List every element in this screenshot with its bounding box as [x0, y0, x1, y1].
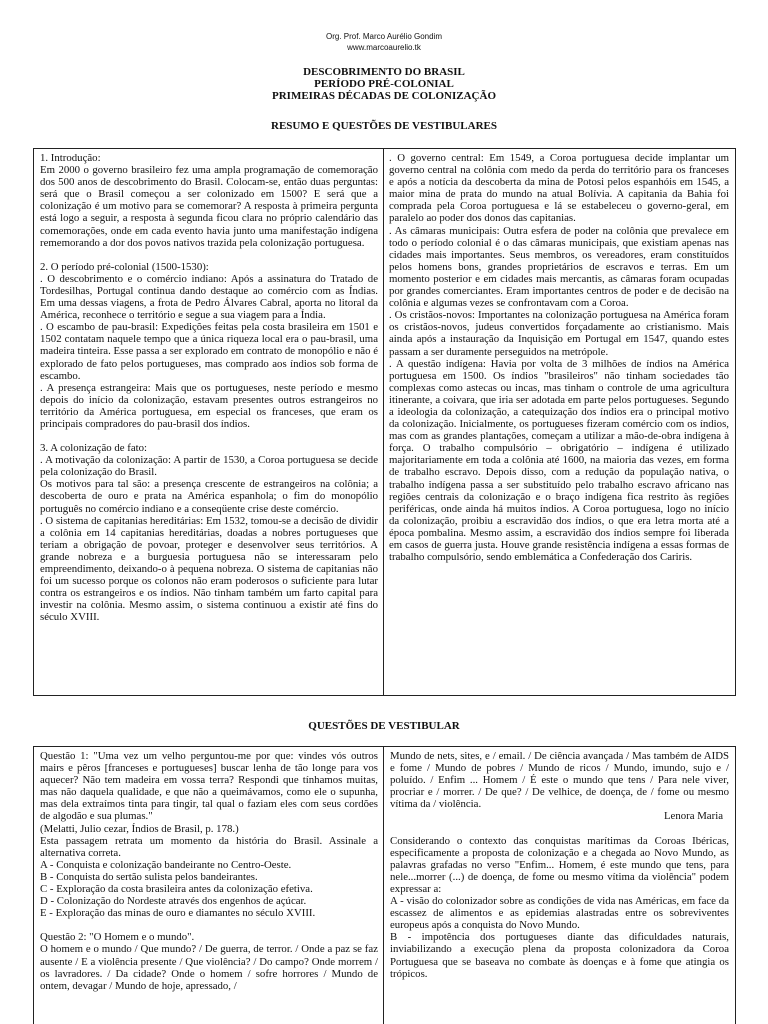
poem-author: Lenora Maria: [663, 810, 723, 823]
precolonial-item: . A presença estrangeira: Mais que os portugueses, neste período e mesmo depois do início da colonização, estavam presentes outros estrangeiros no território da América portuguesa, em especial os franceses, que eram os principais compradores do pau-brasil dos índios.: [40, 381, 378, 430]
answer-option: B - Conquista do sertão sulista pelos bandeirantes.: [40, 870, 258, 883]
author-line: Org. Prof. Marco Aurélio Gondim: [325, 32, 443, 41]
answer-option: E - Exploração das minas de ouro e diamantes no século XVIII.: [40, 907, 316, 920]
answer-option: D - Colonização do Nordeste através dos engenhos de açúcar.: [40, 895, 307, 908]
poem-continuation: Mundo de nets, sites, e / email. / De ciência avançada / Mas também de AIDS e fome / Mundo de pobres / Mundo de ricos / Mundo, imundo, sujo e / poluído. / Enfim ... Homem / É este o mundo que tens / Para nele viver, procriar e / morrer. / De que? / De velhice, de doença, de / fome ou mesmo vítima da / violência.: [390, 750, 729, 811]
title-line-1: DESCOBRIMENTO DO BRASIL: [303, 66, 465, 78]
colonization-heading: 3. A colonização de fato:: [40, 442, 148, 455]
colonization-item: . A motivação da colonização: A partir de 1530, a Coroa portuguesa se decide pela colonização do Brasil.: [40, 454, 378, 479]
precolonial-heading: 2. O período pré-colonial (1500-1530):: [40, 260, 209, 273]
title-line-3: PRIMEIRAS DÉCADAS DE COLONIZAÇÃO: [272, 90, 496, 102]
summary-item: . As câmaras municipais: Outra esfera de poder na colônia que prevalece em todo o período colonial é o das câmaras municipais, que existiam apenas nas cidades mais importantes. Seus membros, os vereadores, eram constituídos pelos homens bons, grandes proprietários de escravos e terras. Em um momento posterior e em cidades mais mercantis, as câmaras foram ocupadas por grandes comerciantes. Eram importantes centros de poder e de decisão na colônia e algumas vezes se confrontavam com a Coroa.: [389, 224, 729, 310]
summary-right-column: [383, 148, 736, 696]
questions-right-column: [383, 746, 736, 1024]
question-1-text: Questão 1: "Uma vez um velho perguntou-me por que: vindes vós outros mairs e pêros [franceses e portugueses] buscar lenha de tão longe para vos aquecer? Não tem madeira em vossa terra? Respondi que tínhamos muitas, mas não daquela qualidade, e que não a queimávamos, como ele o supunha, mas dela extraímos tinta para tingir, tal qual o faziam eles com seus cordões de algodão e sua plumas.": [40, 750, 378, 823]
questions-left-column: [33, 746, 384, 1024]
section-title: RESUMO E QUESTÕES DE VESTIBULARES: [271, 120, 497, 132]
question-1-source: (Melatti, Julio cezar, Índios de Brasil, p. 178.): [40, 822, 239, 835]
colonization-item: Os motivos para tal são: a presença crescente de estrangeiros na colônia; a descoberta de ouro e prata na América espanhola; o fim do monopólio português no comércio indiano e a conseqüente crise deste comércio.: [40, 478, 378, 515]
answer-option: C - Exploração da costa brasileira antes da colonização efetiva.: [40, 883, 313, 896]
answer-option: B - impotência dos portugueses diante das dificuldades naturais, inviabilizando a execução plena da proposta colonizadora da Coroa Portuguesa que se baseava no combate às doenças e à fome que atingia os trópicos.: [390, 931, 729, 980]
question-2-context: Considerando o contexto das conquistas marítimas da Coroas Ibéricas, especificamente a proposta de colonização e a chegada ao Novo Mundo, as palavras grafadas no verso "Enfim... Homem, é este mundo que tens, para nele...morrer (...) de doença, de fome ou mesmo vítima da violência" podem expressar a:: [390, 834, 729, 895]
summary-item: . O governo central: Em 1549, a Coroa portuguesa decide implantar um governo central na colônia com medo da perda do território para os franceses e após a notícia da descoberta da mina de Potosi pelos espanhóis em 1545, a maior mina de prata do mundo na atual Bolívia. A capitania da Bahia foi comprada pela Coroa portuguesa e lá se estabeleceu o governo-geral, em paralelo ao poder dos donos das capitanias.: [389, 152, 729, 225]
website-line: www.marcoaurelio.tk: [347, 43, 421, 52]
intro-heading: 1. Introdução:: [40, 152, 101, 164]
question-1-prompt: Esta passagem retrata um momento da história do Brasil. Assinale a alternativa correta.: [40, 834, 378, 859]
answer-option: A - Conquista e colonização bandeirante no Centro-Oeste.: [40, 858, 292, 871]
intro-text: Em 2000 o governo brasileiro fez uma ampla programação de comemoração dos 500 anos de descobrimento do Brasil. Colocam-se, então duas perguntas: será que o Brasil começou a ser colonizado em 1500? E será que a colonização é um motivo para se comemorar? A resposta à primeira pergunta está logo a seguir, a resposta à segunda ficou clara no próprio calendário das comemorações, onde em cada evento havia junto uma manifestação indígena rememorando a dor dos povos nativos trazida pela colonização portuguesa.: [40, 164, 378, 249]
question-2-heading: Questão 2: "O Homem e o mundo".: [40, 931, 195, 944]
question-2-poem: O homem e o mundo / Que mundo? / De guerra, de terror. / Onde a paz se faz ausente / E a violência presente / Que violência? / Do campo? Onde morrem / os lavradores. / Da cidade? Onde o homem / sofre horrores / Mundo de ontem, devagar / Mundo de hoje, apressado, /: [40, 943, 378, 992]
title-line-2: PERÍODO PRÉ-COLONIAL: [314, 78, 454, 90]
precolonial-item: . O escambo de pau-brasil: Expedições feitas pela costa brasileira em 1501 e 1502 contatam naquele tempo que a única riqueza local era o pau-brasil, uma madeira tinteira. Esse passa a ser explorado em contrato de monopólio e não é explorado de fato pelos portugueses, mas comprado aos índios sob forma de escambo.: [40, 321, 378, 382]
colonization-item: . O sistema de capitanias hereditárias: Em 1532, tomou-se a decisão de dividir a colônia em 14 capitanias hereditárias, doadas a nobres portugueses que teriam a obrigação de povoar, proteger e desenvolver seus territórios. A grande nobreza e a burguesia portuguesa não se interessaram pelo empreendimento, deixando-o à pequena nobreza. O sistema de capitanias não foi um sucesso porque os colonos não eram poderosos o suficiente para lutar contra os estrangeiros e os índios. Não tinham também um farto capital para investir na colônia. Mesmo assim, o sistema continuou a existir até fins do século XVIII.: [40, 514, 378, 624]
summary-item: . A questão indígena: Havia por volta de 3 milhões de índios na América portuguesa em 1500. Os índios "brasileiros" não tinham sociedades tão complexas como astecas ou incas, mas tinham o controle de uma agricultura itinerante, a coivara, que iria ser adotada em parte pelos portugueses. Segundo a ideologia da colonização, a catequização dos índios era o principal motivo da colonização. Inicialmente, os portugueses fizeram comércio com os índios, mas com as grandes plantações, começam a utilizar a mão-de-obra indígena à força. O trabalho compulsório – obrigatório – indígena é utilizado majoritariamente em toda a colônia até 1600, na maioria das vezes, em forma de trabalho escravo. Depois disso, com a redução da população nativa, o trabalho indígena passa a ser substituído pelo trabalho escravo africano nas regiões centrais da colonização e o braço indígena fica restrito às regiões periféricas, onde ainda há muitos índios. A Coroa portuguesa, logo no início da colonização, proibiu a escravidão dos índios, o que era letra morta até a época pombalina. Mesmo assim, a escravidão dos índios sempre foi liberada em casos de guerra justa. Houve grande resistência indígena a essas formas de trabalho compulsório, sendo emblemática a Confederação dos Cariris.: [389, 357, 729, 564]
summary-item: . Os cristãos-novos: Importantes na colonização portuguesa na América foram os cristãos-novos, judeus convertidos forçadamente ao cristianismo. Mais ainda após a instauração da Inquisição em Portugal em 1547, quando estes passam a ser duramente perseguidos na metrópole.: [389, 309, 729, 358]
precolonial-item: . O descobrimento e o comércio indiano: Após a assinatura do Tratado de Tordesilhas, Portugal continua dando destaque ao comércio com as Índias. Em uma dessas viagens, a frota de Pedro Álvares Cabral, aporta no litoral da América, reconhece o território e segue a sua viagem para a Índia.: [40, 272, 378, 322]
answer-option: A - visão do colonizador sobre as condições de vida nas Américas, em face da escassez de alimentos e as epidemias alastradas entre os sobreviventes europeus após a conquista do Novo Mundo.: [390, 895, 729, 932]
summary-left-column: [33, 148, 384, 696]
questions-title: QUESTÕES DE VESTIBULAR: [308, 720, 460, 732]
